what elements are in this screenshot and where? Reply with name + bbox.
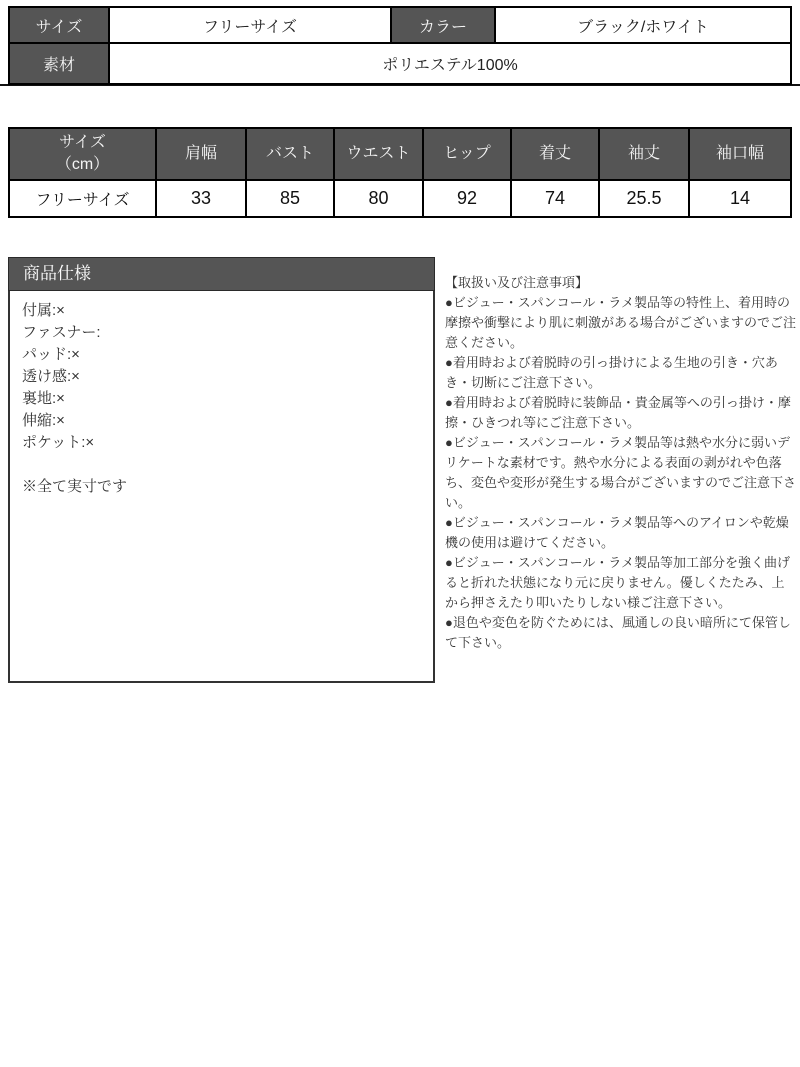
size-chart-table xyxy=(8,127,792,218)
value-sleeve-length: 25.5 xyxy=(599,180,689,217)
col-header-waist: ウエスト xyxy=(334,128,423,180)
precaution-item: ●ビジュー・スパンコール・ラメ製品等加工部分を強く曲げると折れた状態になり元に戻りません。優しくたたみ、上から押さえたり叩いたりしない様ご注意下さい。 xyxy=(445,555,790,610)
precaution-item: ●ビジュー・スパンコール・ラメ製品等の特性上、着用時の摩擦や衝撃により肌に刺激がある場合がございますのでご注意ください。 xyxy=(445,295,797,350)
precaution-item: ●ビジュー・スパンコール・ラメ製品等へのアイロンや乾燥機の使用は避けてください。 xyxy=(445,515,789,550)
col-header-hip: ヒップ xyxy=(423,128,511,180)
precautions-section xyxy=(445,273,797,653)
size-chart-data-row xyxy=(9,180,791,217)
value-waist: 80 xyxy=(334,180,423,217)
size-header-cell: サイズ xyxy=(9,7,109,43)
spec-item-accessory: 付属:× xyxy=(22,302,65,319)
col-header-bust: バスト xyxy=(246,128,334,180)
precaution-item: ●ビジュー・スパンコール・ラメ製品等は熱や水分に弱いデリケートな素材です。熱や水分による表面の剥がれや色落ち、変色や変形が発生する場合がございますのでご注意下さい。 xyxy=(445,435,797,510)
precautions-title: 【取扱い及び注意事項】 xyxy=(445,275,589,290)
spec-box-title: 商品仕様 xyxy=(8,257,435,291)
col-header-cuff-width: 袖口幅 xyxy=(689,128,791,180)
value-hip: 92 xyxy=(423,180,511,217)
precaution-item: ●着用時および着脱時に装飾品・貴金属等への引っ掛け・摩擦・ひきつれ等にご注意下さい。 xyxy=(445,395,791,430)
material-value-cell: ポリエステル100% xyxy=(109,43,791,84)
spec-item-pocket: ポケット:× xyxy=(22,434,95,451)
col-header-shoulder: 肩幅 xyxy=(156,128,246,180)
spec-item-stretch: 伸縮:× xyxy=(22,412,65,429)
size-chart-header-row xyxy=(9,128,791,180)
material-header-cell: 素材 xyxy=(9,43,109,84)
size-value-cell: フリーサイズ xyxy=(109,7,391,43)
col-header-sleeve-length: 袖丈 xyxy=(599,128,689,180)
color-value-cell: ブラック/ホワイト xyxy=(495,7,791,43)
col-header-length: 着丈 xyxy=(511,128,599,180)
spec-note-actual-measurements: ※全て実寸です xyxy=(22,478,128,495)
size-unit-header-cell xyxy=(9,128,156,180)
value-length: 74 xyxy=(511,180,599,217)
value-shoulder: 33 xyxy=(156,180,246,217)
color-header-cell: カラー xyxy=(391,7,495,43)
size-unit-line1: サイズ xyxy=(59,134,106,151)
product-spec-box xyxy=(8,257,435,683)
spec-item-pad: パッド:× xyxy=(22,346,80,363)
value-bust: 85 xyxy=(246,180,334,217)
spec-item-sheerness: 透け感:× xyxy=(22,368,80,385)
value-cuff-width: 14 xyxy=(689,180,791,217)
table-row xyxy=(9,7,791,43)
precaution-item: ●着用時および着脱時の引っ掛けによる生地の引き・穴あき・切断にご注意下さい。 xyxy=(445,355,778,390)
table-row xyxy=(9,43,791,84)
spec-item-fastener: ファスナー: xyxy=(22,324,101,341)
size-unit-line2: （cm） xyxy=(55,156,110,173)
spec-item-lining: 裏地:× xyxy=(22,390,65,407)
product-info-table xyxy=(8,6,792,85)
spec-box-body xyxy=(8,291,435,683)
precaution-item: ●退色や変色を防ぐためには、風通しの良い暗所にて保管して下さい。 xyxy=(445,615,791,650)
size-row-label: フリーサイズ xyxy=(9,180,156,217)
